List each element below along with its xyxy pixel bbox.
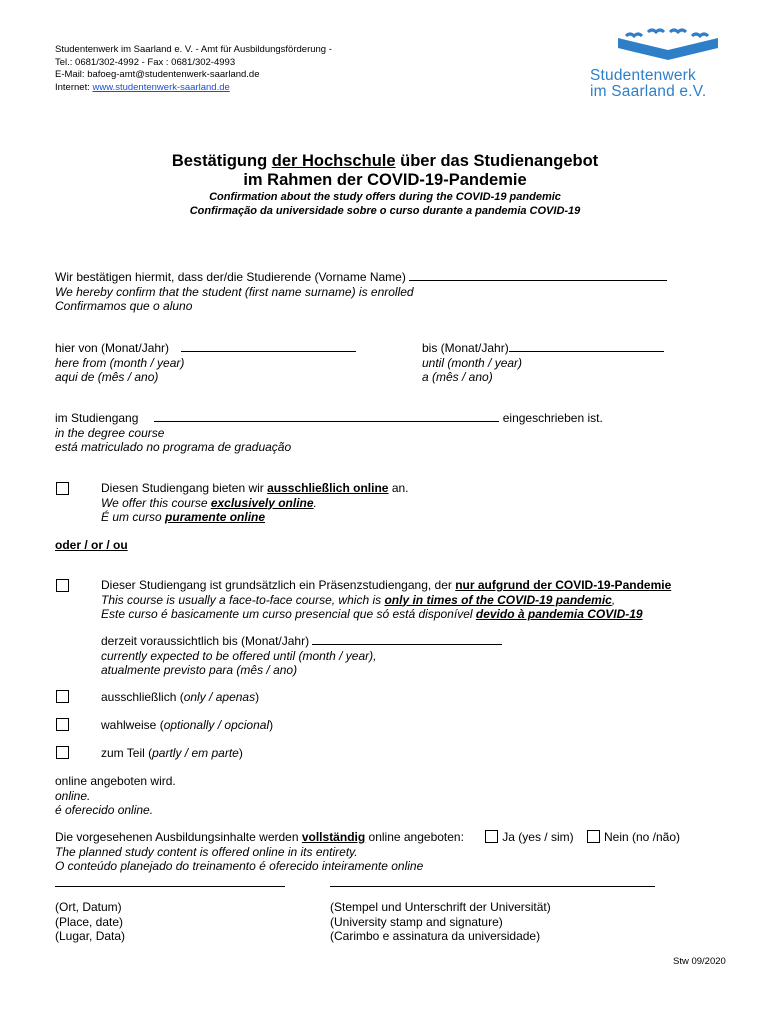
stamp-signature-labels: (Stempel und Unterschrift der Universität) (University stamp and signature) (Carimbo e assinatura da universidade) <box>330 900 551 943</box>
until-date-field[interactable] <box>509 341 664 352</box>
expected-until-block: derzeit voraussichtlich bis (Monat/Jahr) currently expected to be offered until (month / year), atualmente previsto para (mês / ano) <box>101 634 502 678</box>
sub-option-optionally: wahlweise (optionally / opcional) <box>101 718 274 732</box>
logo <box>590 26 715 104</box>
or-label: oder / or / ou <box>55 538 128 552</box>
header-internet: Internet: www.studentenwerk-saarland.de <box>55 81 230 93</box>
degree-course-field[interactable] <box>154 411 499 422</box>
sub-option-only: ausschließlich (only / apenas) <box>101 690 260 704</box>
student-name-field[interactable] <box>409 270 667 281</box>
title-portuguese: Confirmação da universidade sobre o curso durante a pandemia COVID-19 <box>189 205 581 217</box>
form-version: Stw 09/2020 <box>673 956 726 967</box>
header-contact <box>55 44 332 94</box>
no-label: Nein (no /não) <box>603 830 681 844</box>
offered-block: online angeboten wird. online. é oferecido online. <box>55 774 176 817</box>
pandemic-online-checkbox[interactable] <box>56 579 69 592</box>
title-english: Confirmation about the study offers during the COVID-19 pandemic <box>209 191 561 203</box>
expected-until-field[interactable] <box>312 634 502 645</box>
exclusively-online-checkbox[interactable] <box>56 482 69 495</box>
header-line-2: Tel.: 0681/302-4992 - Fax : 0681/302-4993 <box>55 56 236 68</box>
website-link[interactable]: www.studentenwerk-saarland.de <box>92 81 230 93</box>
header-line-3: E-Mail: bafoeg-amt@studentenwerk-saarland.de <box>55 69 260 80</box>
no-checkbox[interactable] <box>587 830 600 843</box>
page-title: Bestätigung der Hochschule über das Studienangebot <box>171 152 599 170</box>
until-block: bis (Monat/Jahr) until (month / year) a (mês / ano) <box>422 341 664 385</box>
sub-option-partly: zum Teil (partly / em parte) <box>101 746 243 760</box>
partly-checkbox[interactable] <box>56 746 69 759</box>
from-block: hier von (Monat/Jahr) here from (month / year) aqui de (mês / ano) <box>55 341 356 385</box>
page-title-line-2: im Rahmen der COVID-19-Pandemie <box>243 171 527 189</box>
optionally-checkbox[interactable] <box>56 718 69 731</box>
confirm-block: Wir bestätigen hiermit, dass der/die Studierende (Vorname Name) We hereby confirm that the student (first name surname) is enrolled Confirmamos que o aluno <box>55 270 667 314</box>
logo-wave-icon <box>618 26 718 68</box>
course-block: im Studiengang eingeschrieben ist. in the degree course está matriculado no programa de graduação <box>55 411 603 454</box>
content-block: Die vorgesehenen Ausbildungsinhalte werden vollständig online angeboten: Ja (yes / sim) Nein (no /não) The planned study content is offered online in its entirety. O conteúdo planejado do treinamento é oferecido inteiramente online <box>55 830 681 873</box>
stamp-signature-field[interactable] <box>330 886 655 887</box>
yes-checkbox[interactable] <box>485 830 498 843</box>
place-date-field[interactable] <box>55 886 285 887</box>
option-exclusively-online: Diesen Studiengang bieten wir ausschließlich online an. We offer this course exclusively online. É um curso puramente online <box>101 481 409 524</box>
option-pandemic-online: Dieser Studiengang ist grundsätzlich ein Präsenzstudiengang, der nur aufgrund der COVID-19-Pandemie This course is usually a face-to-face course, which is only in times of the COVID-19 pandemic, Este curso é basicamente um curso presencial que só está disponível devido à pandemia COVID-19 <box>101 578 672 621</box>
header-line-1: Studentenwerk im Saarland e. V. - Amt für Ausbildungsförderung - <box>55 44 332 55</box>
logo-text: Studentenwerk im Saarland e.V. <box>590 67 707 100</box>
yes-label: Ja (yes / sim) <box>502 830 574 844</box>
from-date-field[interactable] <box>181 341 356 352</box>
only-checkbox[interactable] <box>56 690 69 703</box>
place-date-labels: (Ort, Datum) (Place, date) (Lugar, Data) <box>55 900 126 943</box>
